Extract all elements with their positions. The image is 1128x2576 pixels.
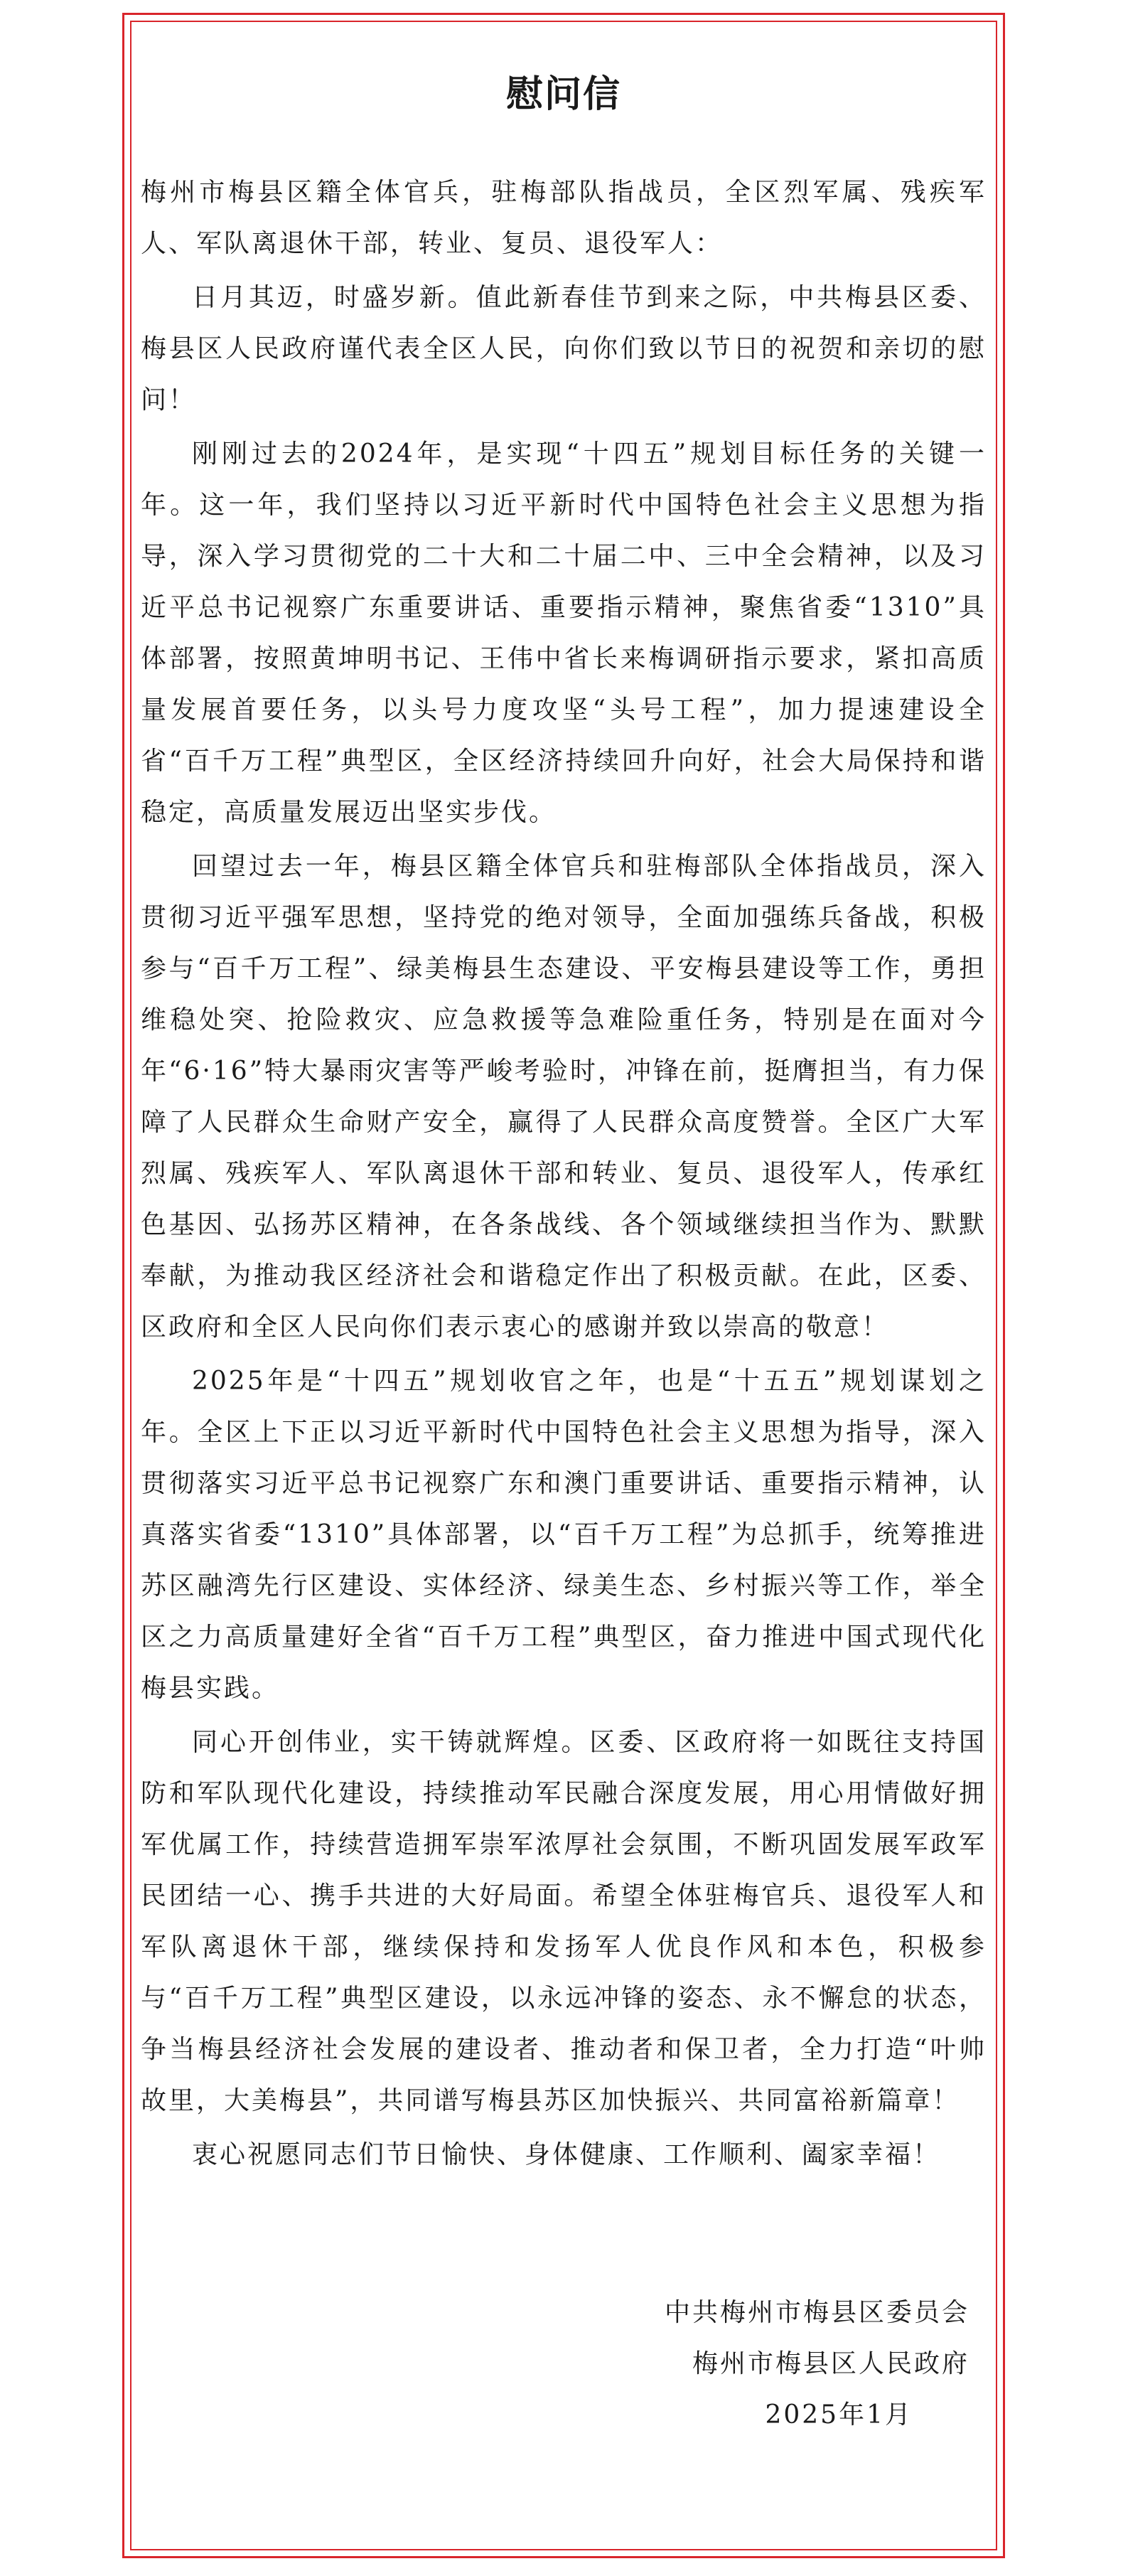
paragraph-wishes: 衷心祝愿同志们节日愉快、身体健康、工作顺利、阖家幸福！ xyxy=(192,2140,941,2169)
letter-title: 慰问信 xyxy=(505,73,621,116)
paragraph-2025-outlook: 2025年是“十四五”规划收官之年，也是“十五五”规划谋划之年。全区上下正以习近平新时代中国特色社会主义思想为指导，深入贯彻落实习近平总书记视察广东和澳门重要讲话、重要指示精神，认真落实省委“1310”具体部署，以“百千万工程”为总抓手，统筹推进苏区融湾先行区建设、实体经济、绿美生态、乡村振兴等工作，举全区之力高质量建好全省“百千万工程”典型区，奋力推进中国式现代化梅县实践。 xyxy=(141,1367,987,1703)
signature-committee: 中共梅州市梅县区委员会 xyxy=(664,2298,969,2327)
signature-block xyxy=(141,2287,987,2441)
letter-salutation: 梅州市梅县区籍全体官兵，驻梅部队指战员，全区烈军属、残疾军人、军队离退休干部，转业、复员、退役军人： xyxy=(141,178,987,258)
signature-government: 梅州市梅县区人民政府 xyxy=(692,2349,969,2378)
signature-date: 2025年1月 xyxy=(765,2400,913,2430)
paragraph-troops-contribution: 回望过去一年，梅县区籍全体官兵和驻梅部队全体指战员，深入贯彻习近平强军思想，坚持党的绝对领导，全面加强练兵备战，积极参与“百千万工程”、绿美梅县生态建设、平安梅县建设等工作，勇担维稳处突、抢险救灾、应急救援等急难险重任务，特别是在面对今年“6·16”特大暴雨灾害等严峻考验时，冲锋在前，挺膺担当，有力保障了人民群众生命财产安全，赢得了人民群众高度赞誉。全区广大军烈属、残疾军人、军队离退休干部和转业、复员、退役军人，传承红色基因、弘扬苏区精神，在各条战线、各个领域继续担当作为、默默奉献，为推动我区经济社会和谐稳定作出了积极贡献。在此，区委、区政府和全区人民向你们表示衷心的感谢并致以崇高的敬意！ xyxy=(141,852,987,1342)
paragraph-commitment: 同心开创伟业，实干铸就辉煌。区委、区政府将一如既往支持国防和军队现代化建设，持续推动军民融合深度发展，用心用情做好拥军优属工作，持续营造拥军崇军浓厚社会氛围，不断巩固发展军政军民团结一心、携手共进的大好局面。希望全体驻梅官兵、退役军人和军队离退休干部，继续保持和发扬军人优良作风和本色，积极参与“百千万工程”典型区建设，以永远冲锋的姿态、永不懈怠的状态，争当梅县经济社会发展的建设者、推动者和保卫者，全力打造“叶帅故里，大美梅县”，共同谱写梅县苏区加快振兴、共同富裕新篇章！ xyxy=(141,1728,987,2115)
paragraph-2024-review: 刚刚过去的2024年，是实现“十四五”规划目标任务的关键一年。这一年，我们坚持以习近平新时代中国特色社会主义思想为指导，深入学习贯彻党的二十大和二十届二中、三中全会精神，以及习近平总书记视察广东重要讲话、重要指示精神，聚焦省委“1310”具体部署，按照黄坤明书记、王伟中省长来梅调研指示要求，紧扣高质量发展首要任务，以头号力度攻坚“头号工程”，加力提速建设全省“百千万工程”典型区，全区经济持续回升向好，社会大局保持和谐稳定，高质量发展迈出坚实步伐。 xyxy=(141,439,987,827)
letter-body xyxy=(141,43,987,2441)
paragraph-greeting: 日月其迈，时盛岁新。值此新春佳节到来之际，中共梅县区委、梅县区人民政府谨代表全区人民，向你们致以节日的祝贺和亲切的慰问！ xyxy=(141,283,987,415)
